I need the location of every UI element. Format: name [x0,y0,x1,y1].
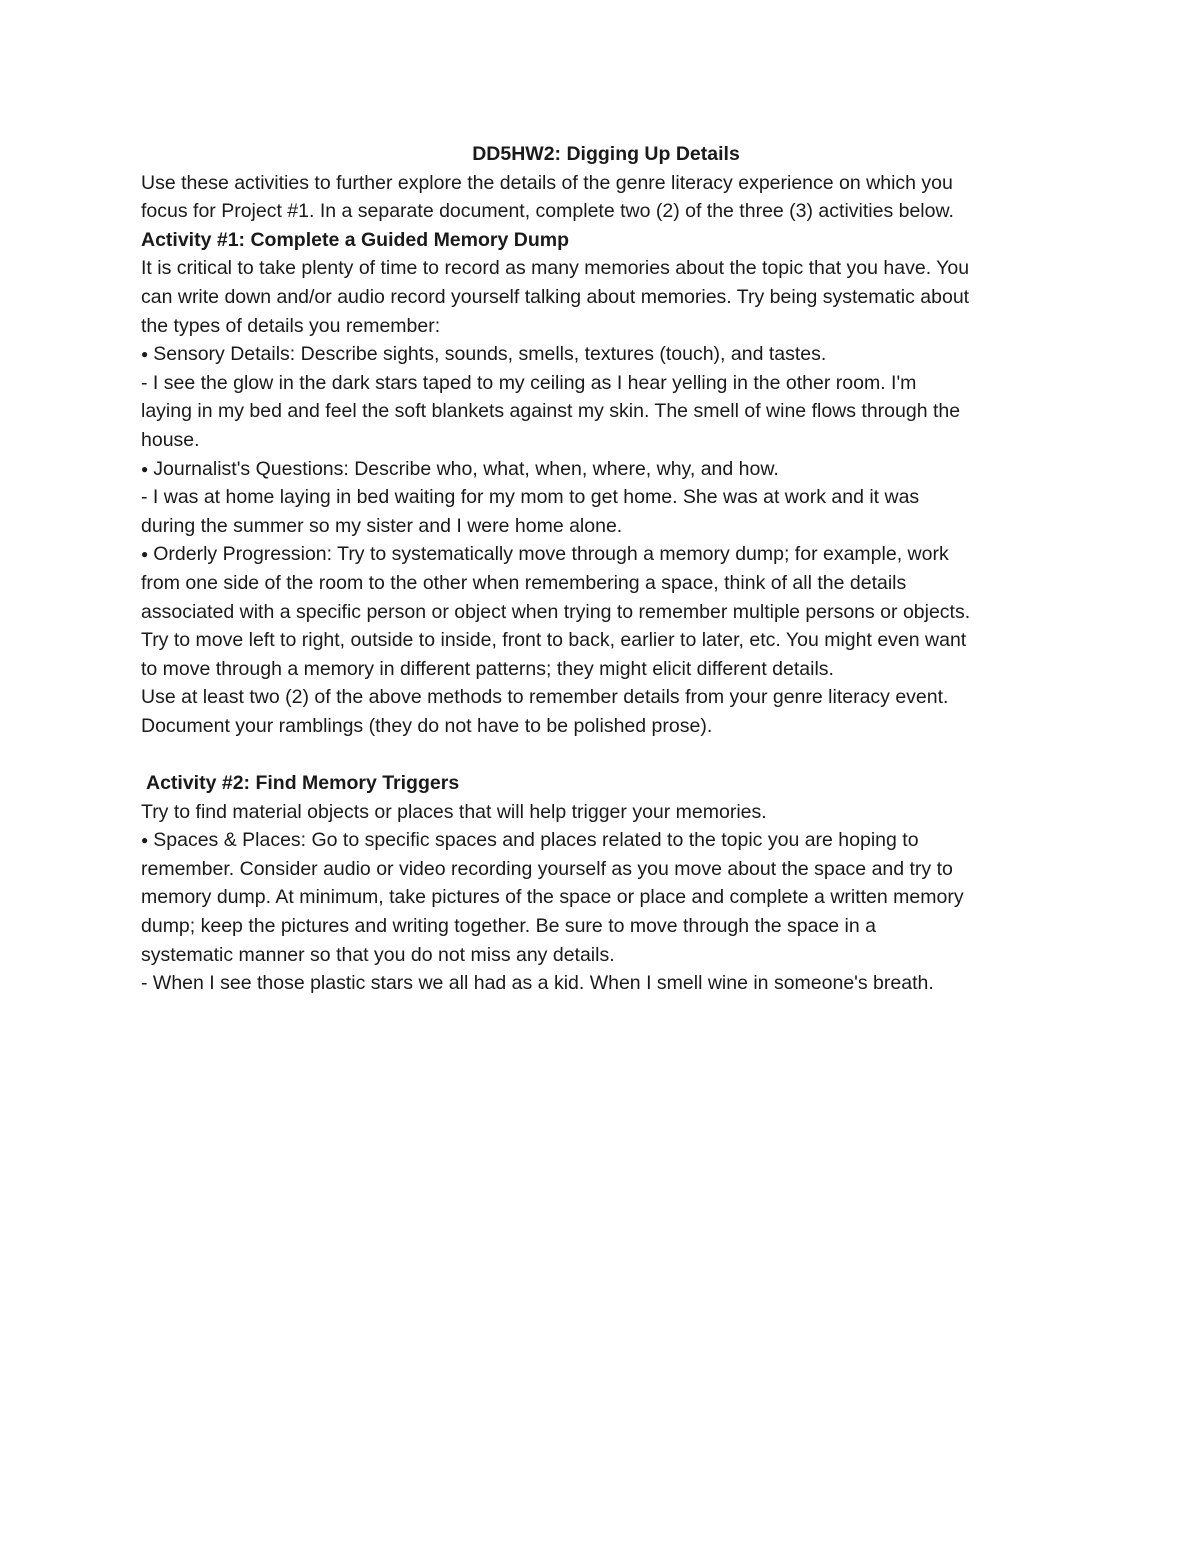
bullet-text: Sensory Details: Describe sights, sounds, smells, textures (touch), and tastes. [153,343,827,366]
activity-2-heading: Activity #2: Find Memory Triggers [146,772,460,795]
orderly-progression-line: Try to move left to right, outside to inside, front to back, earlier to later, etc. You might even want [141,629,967,652]
activity-1-intro-line: the types of details you remember: [141,314,441,337]
activity-1-closing-line: Document your ramblings (they do not have to be polished prose). [141,714,713,737]
spaces-places-line: systematic manner so that you do not miss any details. [141,943,615,966]
intro-line: focus for Project #1. In a separate document, complete two (2) of the three (3) activities below. [141,200,954,223]
bullet-text: Orderly Progression: Try to systematically move through a memory dump; for example, work [153,543,949,566]
spaces-places-line: dump; keep the pictures and writing together. Be sure to move through the space in a [141,915,876,938]
spaces-places-line: remember. Consider audio or video recording yourself as you move about the space and try to [141,857,953,880]
bullet-sensory-details [141,340,1071,369]
bullet-dot-icon: ● [141,547,149,562]
orderly-progression-line: associated with a specific person or object when trying to remember multiple persons or objects. [141,600,971,623]
activity-1-closing-line: Use at least two (2) of the above methods to remember details from your genre literacy event. [141,686,949,709]
bullet-journalists-questions [141,455,1071,484]
activity-2-response: - When I see those plastic stars we all had as a kid. When I smell wine in someone's breath. [141,972,934,995]
bullet-orderly-progression [141,540,1071,569]
bullet-dot-icon: ● [141,347,149,362]
sensory-response-line: laying in my bed and feel the soft blankets against my skin. The smell of wine flows through the [141,400,961,423]
bullet-text: Journalist's Questions: Describe who, what, when, where, why, and how. [153,457,779,480]
spaces-places-line: memory dump. At minimum, take pictures of the space or place and complete a written memory [141,886,964,909]
activity-1-heading: Activity #1: Complete a Guided Memory Dump [141,228,570,251]
orderly-progression-line: to move through a memory in different patterns; they might elicit different details. [141,657,834,680]
bullet-text: Spaces & Places: Go to specific spaces and places related to the topic you are hoping to [153,829,919,852]
sensory-response-line: house. [141,428,200,451]
bullet-spaces-and-places [141,826,1071,855]
activity-1-intro-line: can write down and/or audio record yourself talking about memories. Try being systematic about [141,285,970,308]
intro-line: Use these activities to further explore the details of the genre literacy experience on which you [141,171,953,194]
journalist-response-line: - I was at home laying in bed waiting for my mom to get home. She was at work and it was [141,486,920,509]
activity-2-intro: Try to find material objects or places that will help trigger your memories. [141,800,767,823]
document-title: DD5HW2: Digging Up Details [472,143,740,165]
sensory-response-line: - I see the glow in the dark stars taped to my ceiling as I hear yelling in the other room. I'm [141,371,917,394]
activity-1-intro-line: It is critical to take plenty of time to record as many memories about the topic that you have. You [141,257,970,280]
bullet-dot-icon: ● [141,461,149,476]
orderly-progression-line: from one side of the room to the other when remembering a space, think of all the details [141,571,907,594]
paragraph-spacer [141,740,1071,769]
bullet-dot-icon: ● [141,833,149,848]
journalist-response-line: during the summer so my sister and I were home alone. [141,514,623,537]
document-page [141,140,1071,998]
